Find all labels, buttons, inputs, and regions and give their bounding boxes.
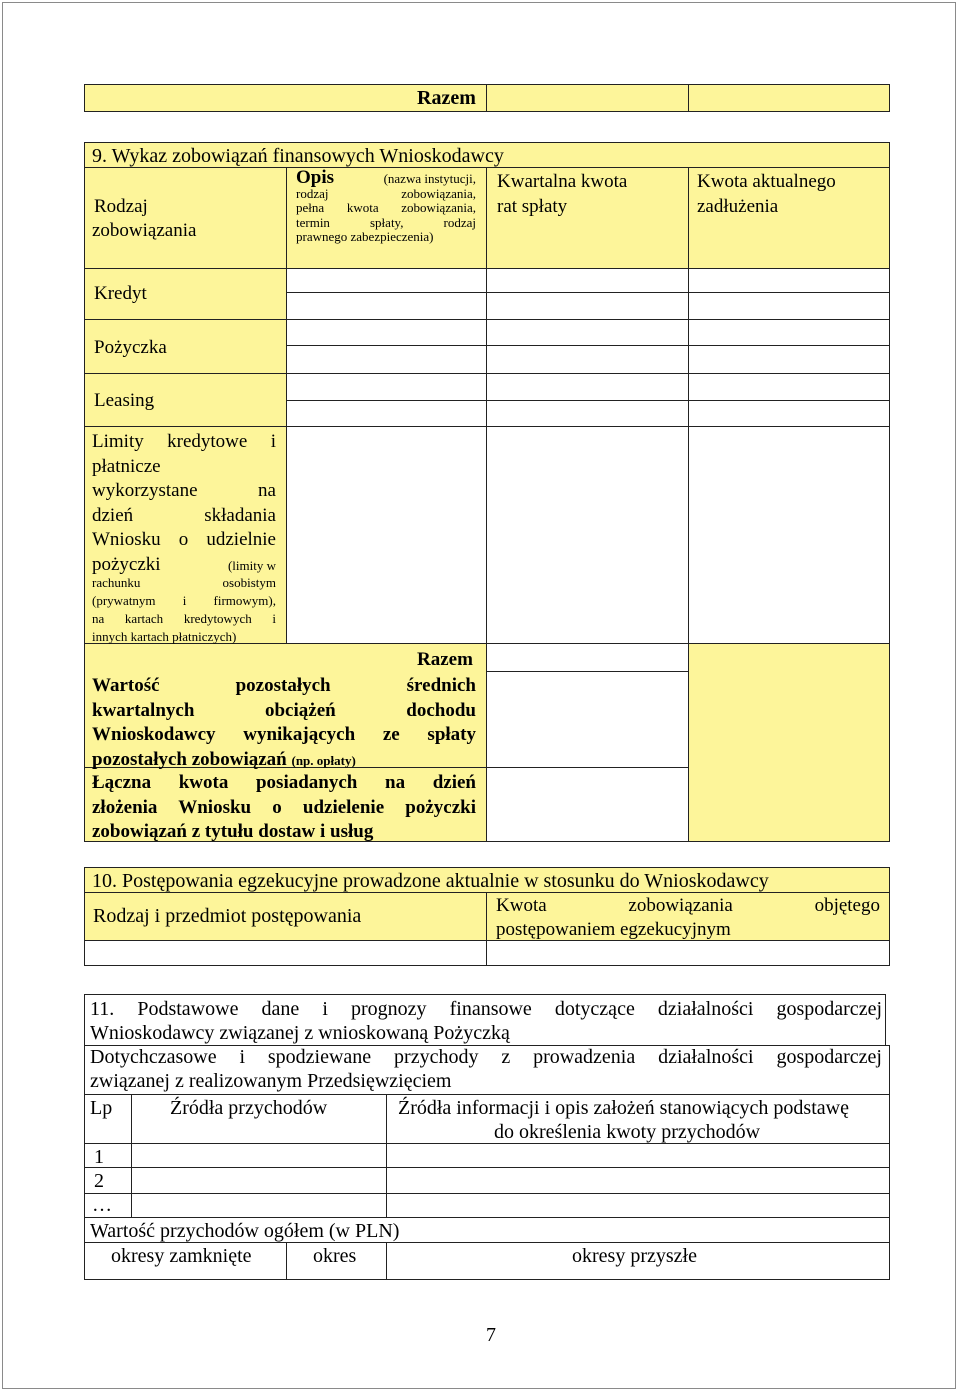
other-line4-small: (np. opłaty) — [291, 752, 356, 768]
limits-line6: pożyczki — [92, 553, 161, 575]
limits-line3: wykorzystane na — [92, 480, 276, 501]
section10-input-2[interactable] — [486, 940, 890, 966]
period-current: okres — [313, 1245, 357, 1267]
limits-installment-cell[interactable] — [486, 426, 689, 644]
section11-subtitle-line2: związanej z realizowanym Przedsięwzięciem — [90, 1070, 452, 1092]
total-installment-cell[interactable] — [486, 643, 689, 672]
supplies-line3: zobowiązań z tytułu dostaw i usług — [92, 821, 374, 842]
row-leasing-label: Leasing — [94, 390, 155, 411]
col-desc-line2: rodzaj zobowiązania, — [296, 185, 476, 201]
section11-title — [90, 997, 882, 1045]
credit-installment-cell[interactable] — [486, 268, 689, 320]
section9-title: 9. Wykaz zobowiązań finansowych Wnioskodawcy — [92, 145, 504, 167]
limits-line2: płatnicze — [92, 455, 161, 477]
col-desc-line5: prawnego zabezpieczenia) — [296, 229, 434, 244]
limits-line5: Wniosku o udzielnie — [92, 529, 276, 550]
limits-line6-small: (limity w — [227, 557, 276, 573]
other-line3: Wnioskodawcy wynikających ze spłaty — [92, 724, 476, 745]
revenue-col-sources: Źródła przychodów — [170, 1097, 328, 1119]
limits-line4: dzień składania — [92, 504, 276, 526]
col-desc-header — [296, 167, 476, 245]
limits-line10: innych kartach płatniczych) — [92, 629, 237, 644]
col-desc-bold: Opis — [296, 167, 335, 188]
top-total-row — [84, 84, 890, 112]
section10-title: 10. Postępowania egzekucyjne prowadzone aktualnie w stosunku do Wnioskodawcy — [92, 870, 769, 892]
section10-col2 — [496, 894, 880, 942]
col-type-header: Rodzaj — [94, 196, 148, 217]
col-installment-header-2: rat spłaty — [497, 196, 568, 217]
other-installment-cell[interactable] — [486, 671, 689, 768]
other-line2: kwartalnych obciążeń dochodu — [92, 699, 476, 721]
col-debt-header: Kwota aktualnego — [697, 171, 836, 192]
limits-line8: (prywatnym i firmowym), — [92, 593, 276, 608]
section10-input-1[interactable] — [84, 940, 487, 966]
revenue-row-1: 1 — [94, 1146, 104, 1168]
credit-debt-cell[interactable] — [688, 268, 890, 320]
limits-line9: na kartach kredytowych i — [92, 611, 276, 626]
page-number: 7 — [486, 1324, 496, 1346]
col-desc-line3: pełna kwota zobowiązania, — [296, 200, 476, 215]
top-total-label: Razem — [417, 87, 476, 109]
row-loan-label: Pożyczka — [94, 337, 167, 358]
col-type-header-2: zobowiązania — [92, 220, 197, 241]
col-desc-line4: termin spłaty, rodzaj — [296, 214, 476, 230]
period-closed: okresy zamknięte — [111, 1245, 252, 1267]
revenue-col-info-2: do określenia kwoty przychodów — [494, 1121, 761, 1143]
section11-title-line1: 11. Podstawowe dane i prognozy finansowe dotyczące działalności gospodarczej — [90, 998, 882, 1020]
revenue-col-lp: Lp — [90, 1097, 113, 1119]
limits-line7: rachunku osobistym — [92, 575, 276, 590]
credit-desc-cell[interactable] — [286, 268, 487, 320]
revenue-row-ellipsis: … — [92, 1194, 112, 1216]
section10-col2-line1: Kwota zobowiązania objętego — [496, 895, 880, 916]
loan-debt-cell[interactable] — [688, 319, 890, 374]
section11-subtitle-line1: Dotychczasowe i spodziewane przychody z prowadzenia działalności gospodarczej — [90, 1046, 882, 1068]
row-other-label — [92, 674, 476, 773]
row-supplies-label — [92, 771, 476, 845]
period-future: okresy przyszłe — [572, 1245, 697, 1267]
section11-subtitle — [90, 1045, 882, 1093]
loan-desc-cell[interactable] — [286, 319, 487, 374]
row-limits-label — [92, 430, 276, 578]
limits-line1: Limity kredytowe i — [92, 431, 276, 452]
revenue-row-2: 2 — [94, 1170, 104, 1192]
limits-desc-cell[interactable] — [286, 426, 487, 644]
supplies-line2: złożenia Wniosku o udzielenie pożyczki — [92, 796, 476, 818]
section11-title-line2: Wnioskodawcy związanej z wnioskowaną Pożyczką — [90, 1022, 510, 1044]
limits-debt-cell[interactable] — [688, 426, 890, 644]
col-desc-line1: (nazwa instytucji, — [383, 171, 476, 186]
section10-col2-line2: postępowaniem egzekucyjnym — [496, 919, 731, 940]
section9-total-label: Razem — [417, 649, 473, 670]
row-limits-small — [92, 574, 276, 646]
supplies-value-cell[interactable] — [486, 767, 689, 842]
revenue-total-label: Wartość przychodów ogółem (w PLN) — [90, 1220, 400, 1242]
other-line1: Wartość pozostałych średnich — [92, 675, 476, 696]
revenue-col-info: Źródła informacji i opis założeń stanowiących podstawę — [398, 1097, 849, 1119]
col-installment-header: Kwartalna kwota — [497, 171, 628, 192]
supplies-line1: Łączna kwota posiadanych na dzień — [92, 772, 476, 793]
other-line4: pozostałych zobowiązań — [92, 748, 287, 770]
section10-col1: Rodzaj i przedmiot postępowania — [93, 905, 362, 927]
col-debt-header-2: zadłużenia — [697, 196, 779, 217]
row-credit-label: Kredyt — [94, 283, 147, 304]
loan-installment-cell[interactable] — [486, 319, 689, 374]
